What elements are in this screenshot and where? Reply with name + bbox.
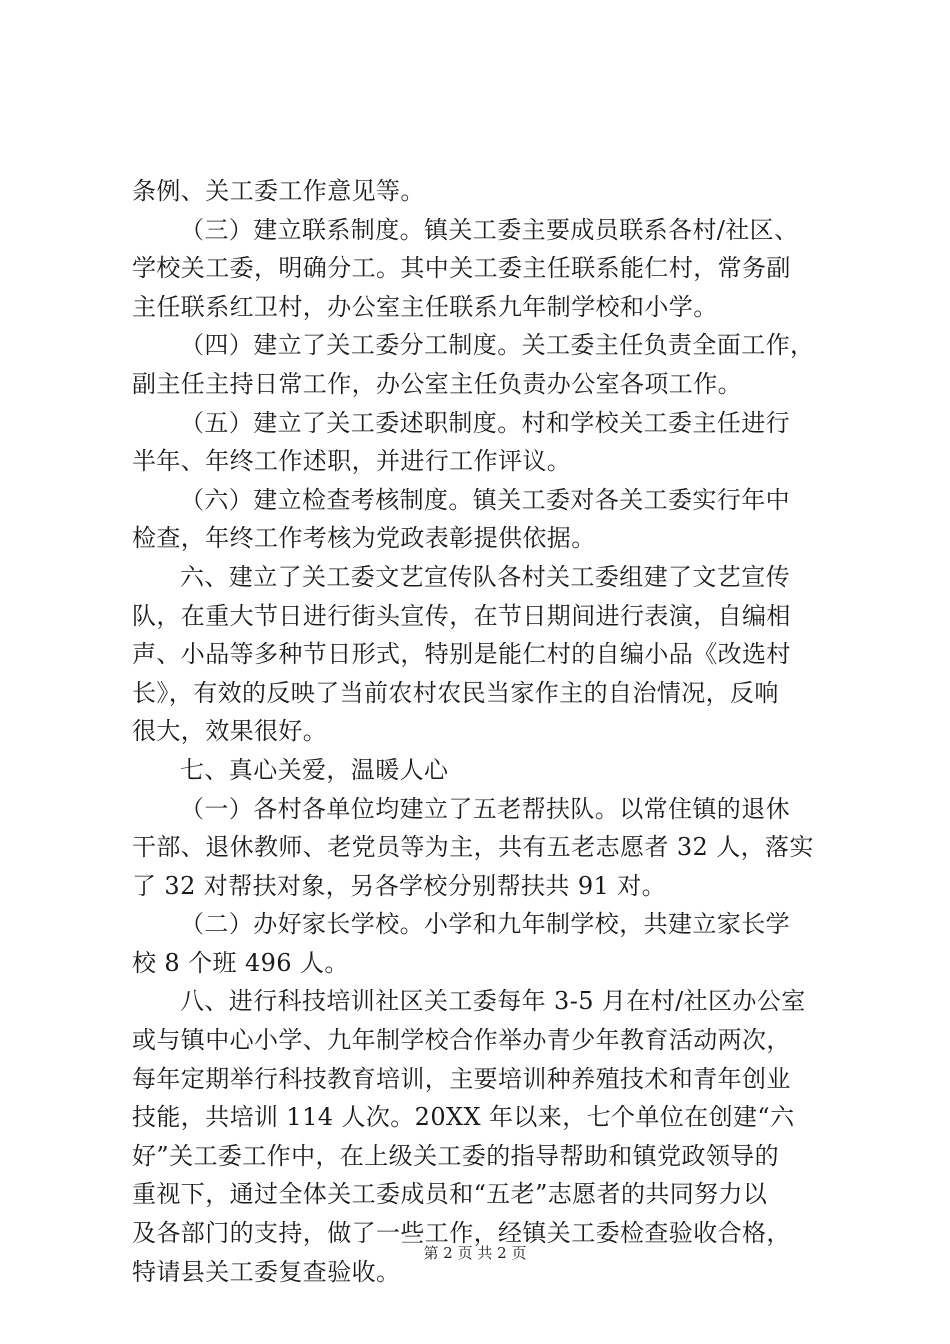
- text-line: 校 8 个班 496 人。: [132, 948, 349, 977]
- text-line: 干部、退休教师、老党员等为主，共有五老志愿者 32 人，落实: [132, 833, 814, 862]
- text-line: 好”关工委工作中，在上级关工委的指导帮助和镇党政领导的: [132, 1141, 780, 1170]
- text-line: 特请县关工委复查验收。: [132, 1257, 401, 1286]
- text-line: 副主任主持日常工作，办公室主任负责办公室各项工作。: [132, 369, 742, 398]
- text-line: 队，在重大节日进行街头宣传，在节日期间进行表演，自编相: [132, 601, 791, 630]
- text-line: 或与镇中心小学、九年制学校合作举办青少年教育活动两次，: [132, 1026, 791, 1055]
- text-line: （六）建立检查考核制度。镇关工委对各关工委实行年中: [180, 485, 790, 514]
- text-line: 很大，效果很好。: [132, 717, 328, 746]
- text-line: 六、建立了关工委文艺宣传队各村关工委组建了文艺宣传: [180, 562, 790, 591]
- text-line: 了 32 对帮扶对象，另各学校分别帮扶共 91 对。: [132, 871, 666, 900]
- text-line: （五）建立了关工委述职制度。村和学校关工委主任进行: [180, 408, 790, 437]
- text-line: （二）办好家长学校。小学和九年制学校，共建立家长学: [180, 910, 790, 939]
- text-line: 每年定期举行科技教育培训，主要培训种养殖技术和青年创业: [132, 1064, 791, 1093]
- text-line: 半年、年终工作述职，并进行工作评议。: [132, 447, 572, 476]
- text-line: 条例、关工委工作意见等。: [132, 177, 425, 205]
- text-line: 七、真心关爱，温暖人心: [180, 755, 449, 784]
- text-line: 技能，共培训 114 人次。20XX 年以来，七个单位在创建“六: [132, 1103, 795, 1132]
- text-line: （三）建立联系制度。镇关工委主要成员联系各村/社区、: [180, 215, 799, 244]
- text-line: 重视下，通过全体关工委成员和“五老”志愿者的共同努力以: [132, 1180, 768, 1209]
- text-line: （四）建立了关工委分工制度。关工委主任负责全面工作，: [180, 331, 815, 360]
- text-line: 长》，有效的反映了当前农村农民当家作主的自治情况，反响: [132, 678, 779, 707]
- text-line: 主任联系红卫村，办公室主任联系九年制学校和小学。: [132, 292, 718, 321]
- page-footer: 第 2 页 共 2 页: [423, 1244, 527, 1262]
- text-line: 学校关工委，明确分工。其中关工委主任联系能仁村，常务副: [132, 254, 791, 283]
- text-line: 八、进行科技培训社区关工委每年 3-5 月在村/社区办公室: [180, 987, 806, 1016]
- text-line: 声、小品等多种节日形式，特别是能仁村的自编小品《改选村: [132, 640, 791, 669]
- text-line: （一）各村各单位均建立了五老帮扶队。以常住镇的退休: [180, 794, 790, 823]
- text-line: 检查，年终工作考核为党政表彰提供依据。: [132, 524, 596, 553]
- text-line: 及各部门的支持，做了一些工作，经镇关工委检查验收合格，: [132, 1219, 791, 1248]
- document-body: [132, 172, 832, 1291]
